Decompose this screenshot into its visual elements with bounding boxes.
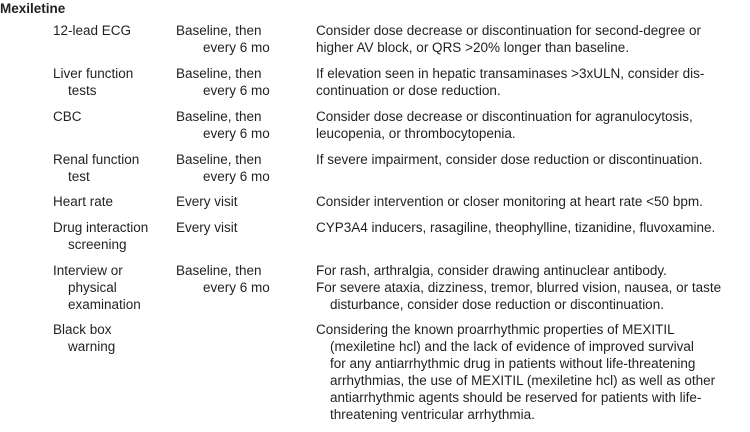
frequency-line: Baseline, then xyxy=(176,23,262,38)
action-line: higher AV block, or QRS >20% longer than baseline. xyxy=(316,40,630,55)
action-paragraph xyxy=(316,82,750,99)
frequency-cell xyxy=(176,65,288,99)
parameter-line: Interview or xyxy=(53,263,123,278)
frequency-cell xyxy=(176,151,288,185)
action-paragraph xyxy=(316,39,750,56)
frequency-line: every 6 mo xyxy=(203,280,270,295)
action-paragraph xyxy=(316,279,750,313)
action-line: CYP3A4 inducers, rasagiline, theophylline, tizanidine, fluvoxamine. xyxy=(316,220,716,235)
frequency-line: Baseline, then xyxy=(176,109,262,124)
action-line: leucopenia, or thrombocytopenia. xyxy=(316,126,516,141)
action-cell xyxy=(316,22,750,56)
action-line: continuation or dose reduction. xyxy=(316,83,501,98)
action-paragraph xyxy=(316,219,750,236)
frequency-cell xyxy=(176,22,288,56)
parameter-line: test xyxy=(68,169,90,184)
frequency-line: Baseline, then xyxy=(176,66,262,81)
parameter-cell xyxy=(53,219,165,253)
frequency-line: every 6 mo xyxy=(203,126,270,141)
parameter-line: 12-lead ECG xyxy=(53,23,132,38)
action-cell xyxy=(316,193,750,210)
action-line: threatening ventricular arrhythmia. xyxy=(330,407,535,422)
action-cell xyxy=(316,108,750,142)
action-line: for any antiarrhythmic drug in patients without life-threatening xyxy=(330,356,696,371)
action-line: Consider dose decrease or discontinuation for second-degree or xyxy=(316,23,701,38)
parameter-cell xyxy=(53,193,165,210)
action-line: For severe ataxia, dizziness, tremor, blurred vision, nausea, or taste xyxy=(316,280,722,295)
drug-title: Mexiletine xyxy=(0,1,66,16)
parameter-cell xyxy=(53,22,165,39)
parameter-cell xyxy=(53,321,165,355)
parameter-cell xyxy=(53,262,165,313)
parameter-line: screening xyxy=(68,237,127,252)
frequency-line: Every visit xyxy=(176,194,238,209)
frequency-line: every 6 mo xyxy=(203,40,270,55)
frequency-line: Baseline, then xyxy=(176,263,262,278)
action-paragraph xyxy=(316,262,750,279)
parameter-line: tests xyxy=(68,83,97,98)
parameter-cell xyxy=(53,151,165,185)
parameter-line: CBC xyxy=(53,109,82,124)
parameter-line: Black box xyxy=(53,322,112,337)
parameter-line: Renal function xyxy=(53,152,140,167)
action-line: If severe impairment, consider dose reduction or discontinuation. xyxy=(316,152,703,167)
frequency-cell xyxy=(176,193,288,210)
action-paragraph xyxy=(316,151,750,168)
action-cell xyxy=(316,321,750,423)
action-cell xyxy=(316,219,750,236)
frequency-line: Every visit xyxy=(176,220,238,235)
action-paragraph xyxy=(316,108,750,125)
action-cell xyxy=(316,151,750,168)
action-line: For rash, arthralgia, consider drawing antinuclear antibody. xyxy=(316,263,667,278)
frequency-cell xyxy=(176,219,288,236)
action-line: Consider dose decrease or discontinuation for agranulocytosis, xyxy=(316,109,693,124)
action-line: If elevation seen in hepatic transaminases >3xULN, consider dis- xyxy=(316,66,705,81)
frequency-line: Baseline, then xyxy=(176,152,262,167)
action-line: Considering the known proarrhythmic properties of MEXITIL xyxy=(316,322,675,337)
frequency-line: every 6 mo xyxy=(203,83,270,98)
parameter-line: Drug interaction xyxy=(53,220,149,235)
parameter-line: Heart rate xyxy=(53,194,114,209)
parameter-line: examination xyxy=(68,297,141,312)
action-paragraph xyxy=(316,65,750,82)
action-paragraph xyxy=(316,193,750,210)
action-line: (mexiletine hcl) and the lack of evidence of improved survival xyxy=(330,339,694,354)
parameter-line: Liver function xyxy=(53,66,134,81)
action-line: Consider intervention or closer monitoring at heart rate <50 bpm. xyxy=(316,194,703,209)
action-cell xyxy=(316,262,750,313)
parameter-line: warning xyxy=(68,339,116,354)
parameter-cell xyxy=(53,65,165,99)
frequency-line: every 6 mo xyxy=(203,169,270,184)
action-line: antiarrhythmic agents should be reserved for patients with life- xyxy=(330,390,702,405)
parameter-cell xyxy=(53,108,165,125)
frequency-cell xyxy=(176,262,288,296)
action-paragraph xyxy=(316,22,750,39)
action-line: arrhythmias, the use of MEXITIL (mexiletine hcl) as well as other xyxy=(330,373,716,388)
frequency-cell xyxy=(176,108,288,142)
parameter-line: physical xyxy=(68,280,117,295)
action-line: disturbance, consider dose reduction or discontinuation. xyxy=(330,297,664,312)
action-paragraph xyxy=(316,321,750,423)
action-cell xyxy=(316,65,750,99)
action-paragraph xyxy=(316,125,750,142)
